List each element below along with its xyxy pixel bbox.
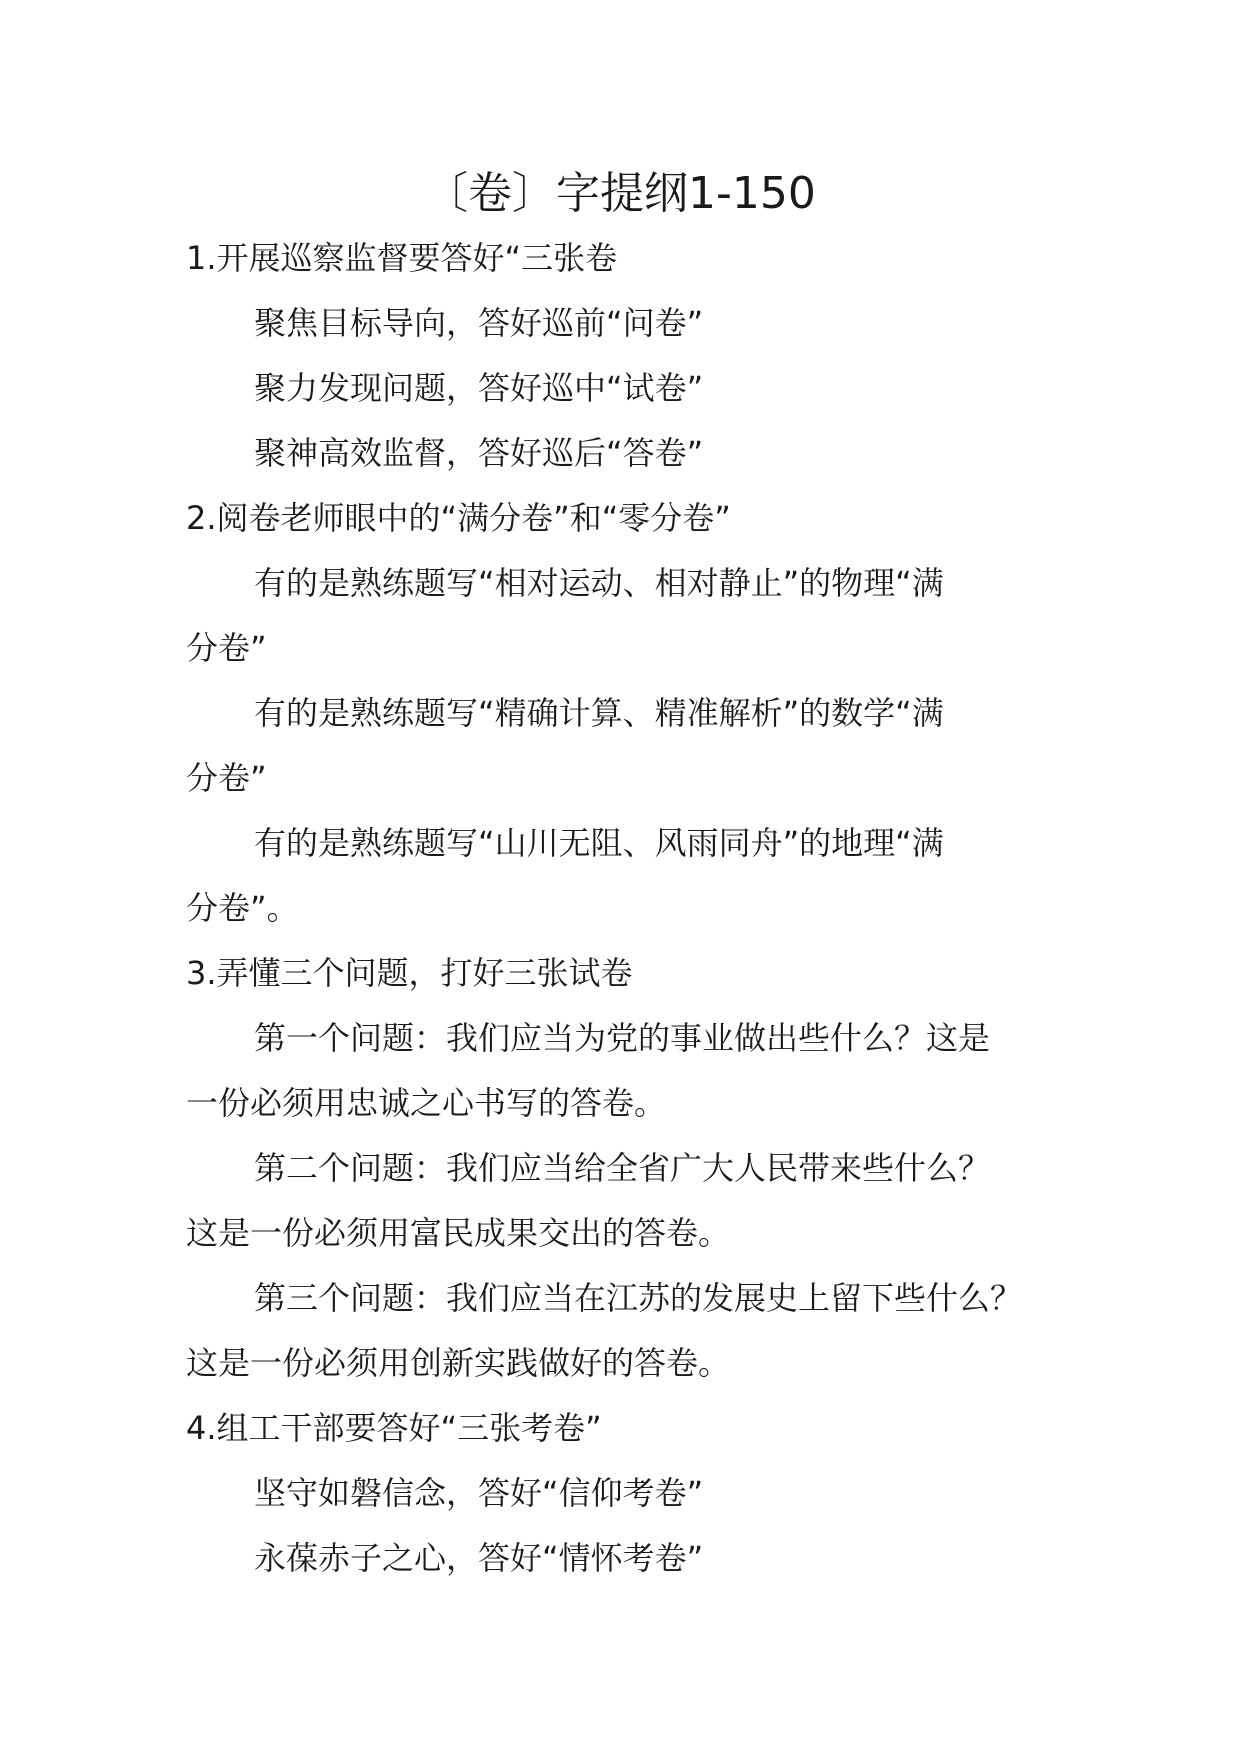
paragraph-line-continuation: 分卷” [186,759,267,797]
paragraph-line: 第二个问题：我们应当给全省广大人民带来些什么？ [254,1149,991,1187]
paragraph-line-continuation: 一份必须用忠诚之心书写的答卷。 [186,1084,667,1122]
document-body [186,226,1066,1591]
paragraph-line: 第一个问题：我们应当为党的事业做出些什么？这是 [254,1019,991,1057]
paragraph-line: 有的是熟练题写“精确计算、精准解析”的数学“满 [254,694,944,732]
paragraph-line: 第三个问题：我们应当在江苏的发展史上留下些什么？ [254,1279,1023,1317]
paragraph-line: 坚守如磐信念，答好“信仰考卷” [254,1474,704,1512]
paragraph-line: 永葆赤子之心，答好“情怀考卷” [254,1539,704,1577]
heading-1: 1.开展巡察监督要答好“三张卷 [186,239,618,277]
paragraph-line-continuation: 分卷” [186,629,267,667]
paragraph-line: 有的是熟练题写“山川无阻、风雨同舟”的地理“满 [254,824,944,862]
paragraph-line: 聚神高效监督，答好巡后“答卷” [254,434,704,472]
document-title: 〔卷〕字提纲1-150 [424,168,816,219]
heading-3: 3.弄懂三个问题，打好三张试卷 [186,954,633,992]
paragraph-line: 聚力发现问题，答好巡中“试卷” [254,369,704,407]
paragraph-line: 有的是熟练题写“相对运动、相对静止”的物理“满 [254,564,944,602]
paragraph-line-continuation: 这是一份必须用创新实践做好的答卷。 [186,1344,731,1382]
paragraph-line-continuation: 这是一份必须用富民成果交出的答卷。 [186,1214,731,1252]
heading-2: 2.阅卷老师眼中的“满分卷”和“零分卷” [186,499,731,537]
paragraph-line: 聚焦目标导向，答好巡前“问卷” [254,304,704,342]
paragraph-line-continuation: 分卷”。 [186,889,299,927]
heading-4: 4.组工干部要答好“三张考卷” [186,1409,602,1447]
